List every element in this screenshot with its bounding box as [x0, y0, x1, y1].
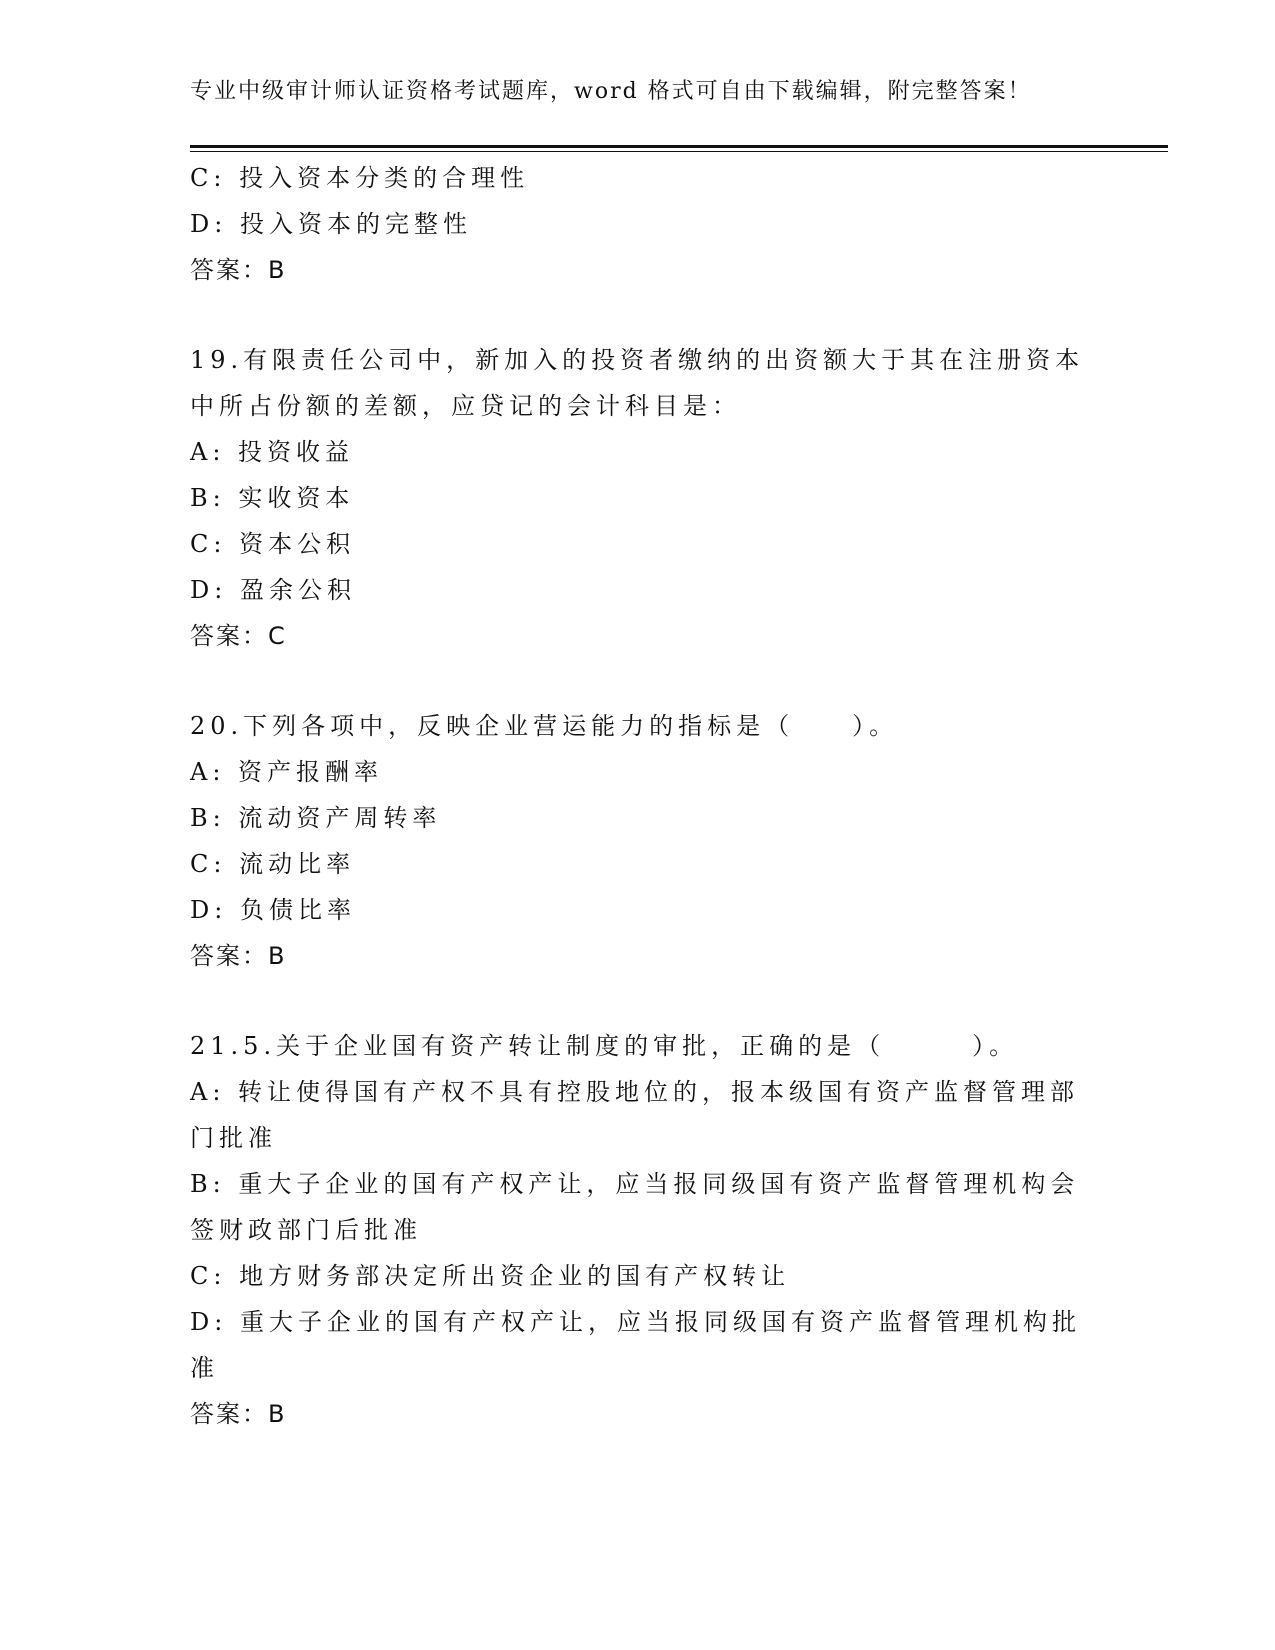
answer-line: 答案：C	[190, 622, 287, 650]
question-stem: 20.下列各项中，反映企业营运能力的指标是（ ）。	[190, 712, 899, 740]
question-stem: 中所占份额的差额，应贷记的会计科目是：	[190, 392, 741, 420]
page-content	[190, 155, 1090, 1437]
option-line: D: 重大子企业的国有产权产让，应当报同级国有资产监督管理机构批	[190, 1308, 1081, 1336]
block-gap	[190, 659, 1090, 703]
question-20-block	[190, 703, 1090, 979]
option-line: A: 投资收益	[190, 438, 355, 466]
answer-line: 答案：B	[190, 1400, 287, 1428]
option-line: A: 资产报酬率	[190, 758, 384, 786]
option-line: B: 实收资本	[190, 484, 355, 512]
option-line: 门批准	[190, 1124, 277, 1152]
option-line: D: 负债比率	[190, 896, 356, 924]
option-line: B: 流动资产周转率	[190, 804, 442, 832]
option-line: B: 重大子企业的国有产权产让，应当报同级国有资产监督管理机构会	[190, 1170, 1080, 1198]
option-line: C: 资本公积	[190, 530, 356, 558]
option-line: A: 转让使得国有产权不具有控股地位的，报本级国有资产监督管理部	[190, 1078, 1080, 1106]
block-gap	[190, 293, 1090, 337]
option-line: C: 投入资本分类的合理性	[190, 164, 530, 192]
page-header: 专业中级审计师认证资格考试题库，word 格式可自由下载编辑，附完整答案！	[190, 79, 1032, 104]
question-stem: 21.5.关于企业国有资产转让制度的审批，正确的是（ ）。	[190, 1032, 1019, 1060]
option-line: C: 地方财务部决定所出资企业的国有产权转让	[190, 1262, 791, 1290]
question-stem: 19.有限责任公司中，新加入的投资者缴纳的出资额大于其在注册资本	[190, 346, 1085, 374]
header-rule	[190, 145, 1168, 152]
option-line: 准	[190, 1354, 219, 1382]
option-line: D: 投入资本的完整性	[190, 210, 472, 238]
question-19-block	[190, 337, 1090, 659]
option-line: D: 盈余公积	[190, 576, 356, 604]
option-line: 签财政部门后批准	[190, 1216, 422, 1244]
block-gap	[190, 979, 1090, 1023]
answer-line: 答案：B	[190, 942, 287, 970]
question-21-block	[190, 1023, 1090, 1437]
prev-question-block	[190, 155, 1090, 293]
option-line: C: 流动比率	[190, 850, 356, 878]
answer-line: 答案：B	[190, 256, 287, 284]
